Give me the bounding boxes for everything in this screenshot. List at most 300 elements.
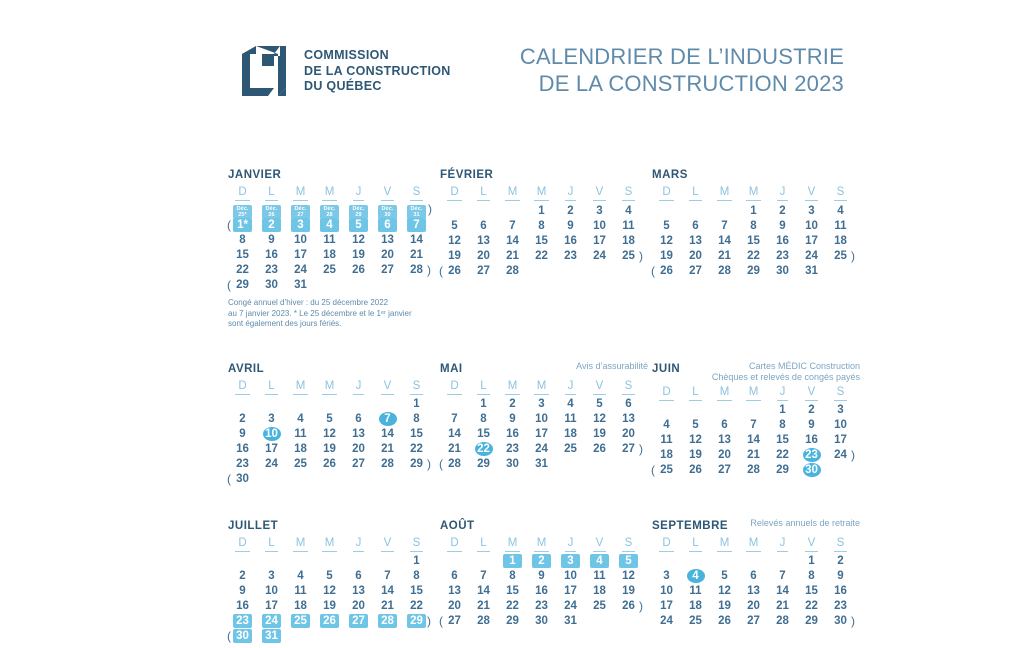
day-cell[interactable]	[344, 412, 373, 426]
day-cell[interactable]	[826, 448, 855, 462]
day-number: 18	[834, 234, 847, 247]
day-cell[interactable]	[556, 599, 585, 613]
month-header-mars	[652, 168, 864, 184]
day-cell[interactable]	[739, 418, 768, 432]
day-cell[interactable]	[614, 249, 643, 263]
day-cell[interactable]	[556, 554, 585, 568]
day-cell[interactable]	[797, 264, 826, 278]
day-cell[interactable]	[768, 463, 797, 477]
day-cell[interactable]	[498, 412, 527, 426]
day-cell[interactable]	[498, 554, 527, 568]
day-cell[interactable]	[527, 569, 556, 583]
day-cell[interactable]	[402, 427, 431, 441]
day-cell[interactable]	[797, 584, 826, 598]
day-cell[interactable]	[826, 614, 855, 628]
day-cell[interactable]	[710, 219, 739, 233]
day-cell[interactable]	[373, 412, 402, 426]
day-cell[interactable]	[556, 614, 585, 628]
day-cell[interactable]	[797, 204, 826, 218]
day-cell[interactable]	[585, 554, 614, 568]
day-cell[interactable]	[344, 614, 373, 628]
day-cell[interactable]	[739, 249, 768, 263]
day-cell[interactable]	[402, 457, 431, 471]
day-cell[interactable]	[797, 234, 826, 248]
day-cell[interactable]	[257, 569, 286, 583]
day-cell[interactable]	[469, 397, 498, 411]
day-cell[interactable]	[556, 584, 585, 598]
day-cell[interactable]	[614, 412, 643, 426]
day-cell[interactable]	[344, 218, 373, 232]
day-cell[interactable]	[257, 263, 286, 277]
day-cell[interactable]	[257, 629, 286, 643]
day-cell[interactable]	[257, 233, 286, 247]
day-cell[interactable]	[768, 234, 797, 248]
day-cell[interactable]	[373, 442, 402, 456]
day-cell[interactable]	[739, 264, 768, 278]
day-cell[interactable]	[652, 418, 681, 432]
day-cell[interactable]	[315, 599, 344, 613]
day-cell[interactable]	[498, 219, 527, 233]
day-cell[interactable]	[402, 412, 431, 426]
day-cell[interactable]	[286, 569, 315, 583]
day-cell[interactable]	[585, 234, 614, 248]
day-cell[interactable]	[373, 233, 402, 247]
day-cell[interactable]	[585, 599, 614, 613]
day-cell[interactable]	[768, 433, 797, 447]
day-cell[interactable]	[614, 569, 643, 583]
day-cell[interactable]	[652, 249, 681, 263]
day-cell[interactable]	[681, 418, 710, 432]
day-cell[interactable]	[469, 412, 498, 426]
day-cell[interactable]	[527, 554, 556, 568]
day-cell[interactable]	[440, 427, 469, 441]
day-cell[interactable]	[228, 472, 257, 486]
day-cell[interactable]	[498, 234, 527, 248]
previous-month-day[interactable]	[373, 203, 402, 217]
day-cell[interactable]	[681, 219, 710, 233]
day-cell[interactable]	[286, 442, 315, 456]
day-cell[interactable]	[440, 219, 469, 233]
day-cell[interactable]	[344, 599, 373, 613]
day-number: 18	[622, 234, 635, 247]
day-cell[interactable]	[228, 457, 257, 471]
day-cell[interactable]	[710, 584, 739, 598]
day-cell[interactable]	[286, 233, 315, 247]
day-cell[interactable]	[710, 614, 739, 628]
day-cell[interactable]	[797, 463, 826, 477]
day-cell[interactable]	[826, 249, 855, 263]
day-cell[interactable]	[527, 442, 556, 456]
day-cell[interactable]	[826, 433, 855, 447]
day-cell[interactable]	[498, 442, 527, 456]
day-cell[interactable]	[527, 457, 556, 471]
day-cell[interactable]	[228, 442, 257, 456]
day-cell[interactable]	[440, 457, 469, 471]
day-cell[interactable]	[228, 248, 257, 262]
day-cell[interactable]	[469, 614, 498, 628]
day-cell[interactable]	[286, 584, 315, 598]
day-cell[interactable]	[257, 442, 286, 456]
calendar-grid	[228, 168, 868, 648]
day-cell[interactable]	[315, 248, 344, 262]
day-cell[interactable]	[826, 204, 855, 218]
day-cell[interactable]	[652, 433, 681, 447]
day-cell[interactable]	[344, 233, 373, 247]
day-cell[interactable]	[257, 457, 286, 471]
day-cell[interactable]	[257, 599, 286, 613]
day-cell[interactable]	[373, 599, 402, 613]
day-cell[interactable]	[344, 457, 373, 471]
day-cell[interactable]	[373, 614, 402, 628]
day-cell[interactable]	[315, 233, 344, 247]
day-cell[interactable]	[286, 278, 315, 292]
day-cell[interactable]	[402, 397, 431, 411]
day-cell[interactable]	[710, 264, 739, 278]
day-cell[interactable]	[710, 249, 739, 263]
day-cell[interactable]	[498, 427, 527, 441]
weekday-header-row	[228, 380, 440, 396]
day-cell[interactable]	[498, 264, 527, 278]
day-cell[interactable]	[228, 569, 257, 583]
day-cell[interactable]	[556, 442, 585, 456]
day-cell[interactable]	[652, 584, 681, 598]
day-cell[interactable]	[286, 599, 315, 613]
day-cell[interactable]	[228, 599, 257, 613]
day-cell[interactable]	[373, 457, 402, 471]
day-cell[interactable]	[585, 249, 614, 263]
day-cell[interactable]	[228, 584, 257, 598]
day-cell[interactable]	[402, 584, 431, 598]
day-cell[interactable]	[344, 584, 373, 598]
day-cell[interactable]	[440, 614, 469, 628]
day-cell[interactable]	[739, 463, 768, 477]
day-number: 12	[718, 585, 731, 597]
day-cell[interactable]	[527, 584, 556, 598]
day-cell[interactable]	[527, 219, 556, 233]
day-cell[interactable]	[286, 457, 315, 471]
day-cell[interactable]	[257, 584, 286, 598]
day-cell[interactable]	[681, 614, 710, 628]
day-cell[interactable]	[739, 204, 768, 218]
day-cell[interactable]	[797, 614, 826, 628]
day-cell[interactable]	[286, 412, 315, 426]
day-cell[interactable]	[315, 614, 344, 628]
day-cell[interactable]	[440, 249, 469, 263]
day-cell[interactable]	[681, 463, 710, 477]
day-cell[interactable]	[527, 249, 556, 263]
previous-month-daynum: 26	[268, 212, 275, 218]
day-cell[interactable]	[440, 584, 469, 598]
day-cell[interactable]	[469, 599, 498, 613]
week-row	[440, 442, 652, 457]
day-cell[interactable]	[826, 554, 855, 568]
day-cell[interactable]	[826, 219, 855, 233]
weekday-label: S	[622, 537, 636, 552]
weekday-2	[498, 380, 527, 396]
day-cell[interactable]	[614, 599, 643, 613]
day-cell[interactable]	[585, 427, 614, 441]
day-number: 20	[352, 600, 365, 612]
day-cell[interactable]	[344, 263, 373, 277]
day-cell[interactable]	[797, 418, 826, 432]
day-cell[interactable]	[739, 584, 768, 598]
previous-month-day[interactable]	[402, 203, 431, 217]
day-cell[interactable]	[440, 412, 469, 426]
day-cell[interactable]	[344, 442, 373, 456]
day-cell[interactable]	[228, 263, 257, 277]
day-cell[interactable]	[614, 442, 643, 456]
day-cell[interactable]	[739, 599, 768, 613]
day-cell[interactable]	[402, 554, 431, 568]
day-cell[interactable]	[739, 448, 768, 462]
day-cell[interactable]	[652, 599, 681, 613]
day-cell[interactable]	[768, 204, 797, 218]
day-cell[interactable]	[315, 442, 344, 456]
month-header-septembre	[652, 519, 864, 535]
week-row	[228, 247, 440, 262]
day-cell[interactable]	[440, 599, 469, 613]
day-cell[interactable]	[257, 412, 286, 426]
day-cell[interactable]	[768, 614, 797, 628]
day-cell[interactable]	[585, 442, 614, 456]
day-cell[interactable]	[768, 584, 797, 598]
day-cell[interactable]	[739, 569, 768, 583]
day-cell[interactable]	[585, 397, 614, 411]
day-number: 18	[689, 600, 702, 612]
day-number: 24	[593, 249, 606, 262]
day-cell[interactable]	[556, 397, 585, 411]
day-cell[interactable]	[344, 248, 373, 262]
month-note-line: Avis d’assurabilité	[576, 360, 648, 371]
day-cell[interactable]	[556, 412, 585, 426]
day-cell[interactable]	[585, 569, 614, 583]
day-cell[interactable]	[652, 234, 681, 248]
day-cell[interactable]	[797, 433, 826, 447]
day-cell[interactable]	[469, 427, 498, 441]
day-cell[interactable]	[498, 249, 527, 263]
day-cell[interactable]	[768, 403, 797, 417]
day-cell[interactable]	[344, 427, 373, 441]
day-number: 14	[718, 234, 731, 247]
day-cell[interactable]	[826, 569, 855, 583]
day-cell[interactable]	[469, 219, 498, 233]
day-cell[interactable]	[498, 569, 527, 583]
day-cell[interactable]	[498, 599, 527, 613]
day-cell[interactable]	[826, 234, 855, 248]
day-cell[interactable]	[527, 614, 556, 628]
day-cell[interactable]	[228, 412, 257, 426]
day-cell[interactable]	[710, 463, 739, 477]
day-cell[interactable]	[652, 264, 681, 278]
day-cell[interactable]	[710, 433, 739, 447]
day-cell[interactable]	[710, 234, 739, 248]
day-cell[interactable]	[556, 204, 585, 218]
previous-month-day[interactable]	[228, 203, 257, 217]
previous-month-day[interactable]	[315, 203, 344, 217]
day-cell[interactable]	[228, 427, 257, 441]
day-cell[interactable]	[402, 233, 431, 247]
day-cell[interactable]	[527, 204, 556, 218]
day-cell[interactable]	[286, 263, 315, 277]
day-cell[interactable]	[527, 599, 556, 613]
day-cell[interactable]	[585, 219, 614, 233]
day-cell[interactable]	[440, 234, 469, 248]
day-cell[interactable]	[710, 599, 739, 613]
day-cell[interactable]	[228, 233, 257, 247]
day-cell[interactable]	[681, 569, 710, 583]
day-cell[interactable]	[344, 569, 373, 583]
day-cell[interactable]	[402, 263, 431, 277]
day-cell[interactable]	[768, 249, 797, 263]
day-cell[interactable]	[402, 218, 431, 232]
day-cell[interactable]	[556, 249, 585, 263]
day-cell[interactable]	[681, 249, 710, 263]
day-cell[interactable]	[614, 427, 643, 441]
day-cell[interactable]	[826, 599, 855, 613]
day-cell[interactable]	[469, 264, 498, 278]
day-cell[interactable]	[556, 234, 585, 248]
day-cell[interactable]	[826, 418, 855, 432]
day-cell[interactable]	[614, 219, 643, 233]
day-cell[interactable]	[498, 397, 527, 411]
week-row	[652, 448, 864, 463]
day-cell[interactable]	[315, 569, 344, 583]
day-cell[interactable]	[585, 584, 614, 598]
day-cell[interactable]	[681, 584, 710, 598]
day-cell[interactable]	[710, 569, 739, 583]
day-cell[interactable]	[826, 403, 855, 417]
day-cell[interactable]	[797, 249, 826, 263]
day-cell[interactable]	[614, 397, 643, 411]
day-cell[interactable]	[527, 397, 556, 411]
day-cell[interactable]	[373, 427, 402, 441]
day-cell[interactable]	[614, 204, 643, 218]
day-cell[interactable]	[527, 427, 556, 441]
day-cell[interactable]	[498, 584, 527, 598]
day-cell[interactable]	[652, 569, 681, 583]
day-cell[interactable]	[652, 614, 681, 628]
day-cell[interactable]	[315, 218, 344, 232]
day-cell[interactable]	[315, 584, 344, 598]
day-cell[interactable]	[315, 457, 344, 471]
day-cell[interactable]	[681, 448, 710, 462]
day-cell[interactable]	[257, 427, 286, 441]
day-cell[interactable]	[469, 249, 498, 263]
day-cell[interactable]	[469, 234, 498, 248]
day-cell[interactable]	[797, 219, 826, 233]
day-cell[interactable]	[556, 427, 585, 441]
previous-month-day[interactable]	[344, 203, 373, 217]
day-cell[interactable]	[826, 584, 855, 598]
day-cell[interactable]	[739, 234, 768, 248]
day-cell[interactable]	[286, 248, 315, 262]
day-cell[interactable]	[440, 264, 469, 278]
day-cell[interactable]	[315, 412, 344, 426]
day-number: 8	[750, 219, 757, 232]
day-cell[interactable]	[652, 219, 681, 233]
day-cell[interactable]	[402, 599, 431, 613]
day-cell[interactable]	[257, 614, 286, 628]
day-cell[interactable]	[614, 584, 643, 598]
day-cell[interactable]	[585, 412, 614, 426]
day-cell[interactable]	[373, 218, 402, 232]
day-cell[interactable]	[286, 218, 315, 232]
day-cell[interactable]	[373, 569, 402, 583]
day-cell[interactable]	[286, 427, 315, 441]
day-cell[interactable]	[402, 248, 431, 262]
day-cell[interactable]	[527, 234, 556, 248]
day-cell[interactable]	[652, 448, 681, 462]
day-cell[interactable]	[614, 554, 643, 568]
day-cell[interactable]	[710, 448, 739, 462]
day-cell[interactable]	[440, 569, 469, 583]
day-cell[interactable]	[797, 403, 826, 417]
day-cell[interactable]	[681, 234, 710, 248]
previous-month-day[interactable]	[257, 203, 286, 217]
day-cell[interactable]	[614, 234, 643, 248]
day-cell[interactable]	[402, 569, 431, 583]
day-cell[interactable]	[556, 569, 585, 583]
day-cell[interactable]	[228, 629, 257, 643]
day-cell[interactable]	[768, 448, 797, 462]
day-cell[interactable]	[498, 614, 527, 628]
day-cell[interactable]	[286, 614, 315, 628]
day-cell[interactable]	[739, 614, 768, 628]
day-cell[interactable]	[652, 463, 681, 477]
day-cell[interactable]	[710, 418, 739, 432]
day-cell[interactable]	[556, 219, 585, 233]
day-cell[interactable]	[373, 263, 402, 277]
day-cell[interactable]	[228, 278, 257, 292]
day-cell[interactable]	[797, 599, 826, 613]
day-cell[interactable]	[440, 442, 469, 456]
day-cell[interactable]	[681, 599, 710, 613]
day-cell[interactable]	[469, 457, 498, 471]
day-cell[interactable]	[797, 448, 826, 462]
previous-month-day[interactable]	[286, 203, 315, 217]
day-cell[interactable]	[585, 204, 614, 218]
day-cell[interactable]	[469, 569, 498, 583]
day-cell[interactable]	[373, 248, 402, 262]
day-cell[interactable]	[498, 457, 527, 471]
day-cell[interactable]	[469, 584, 498, 598]
day-cell[interactable]	[228, 614, 257, 628]
day-cell[interactable]	[797, 569, 826, 583]
day-cell[interactable]	[373, 584, 402, 598]
day-cell[interactable]	[768, 569, 797, 583]
day-cell[interactable]	[739, 433, 768, 447]
day-cell[interactable]	[797, 554, 826, 568]
day-cell[interactable]	[768, 599, 797, 613]
day-cell[interactable]	[315, 263, 344, 277]
day-cell[interactable]	[257, 248, 286, 262]
day-cell[interactable]	[402, 614, 431, 628]
day-cell[interactable]	[768, 219, 797, 233]
day-cell[interactable]	[402, 442, 431, 456]
day-cell[interactable]	[527, 412, 556, 426]
day-cell[interactable]	[739, 219, 768, 233]
day-cell[interactable]	[768, 418, 797, 432]
day-cell[interactable]	[469, 442, 498, 456]
day-cell[interactable]	[228, 218, 257, 232]
day-cell[interactable]	[257, 278, 286, 292]
day-cell[interactable]	[315, 427, 344, 441]
day-cell[interactable]	[681, 433, 710, 447]
day-cell[interactable]	[681, 264, 710, 278]
day-cell[interactable]	[768, 264, 797, 278]
day-cell[interactable]	[257, 218, 286, 232]
day-number: 16	[236, 443, 249, 455]
